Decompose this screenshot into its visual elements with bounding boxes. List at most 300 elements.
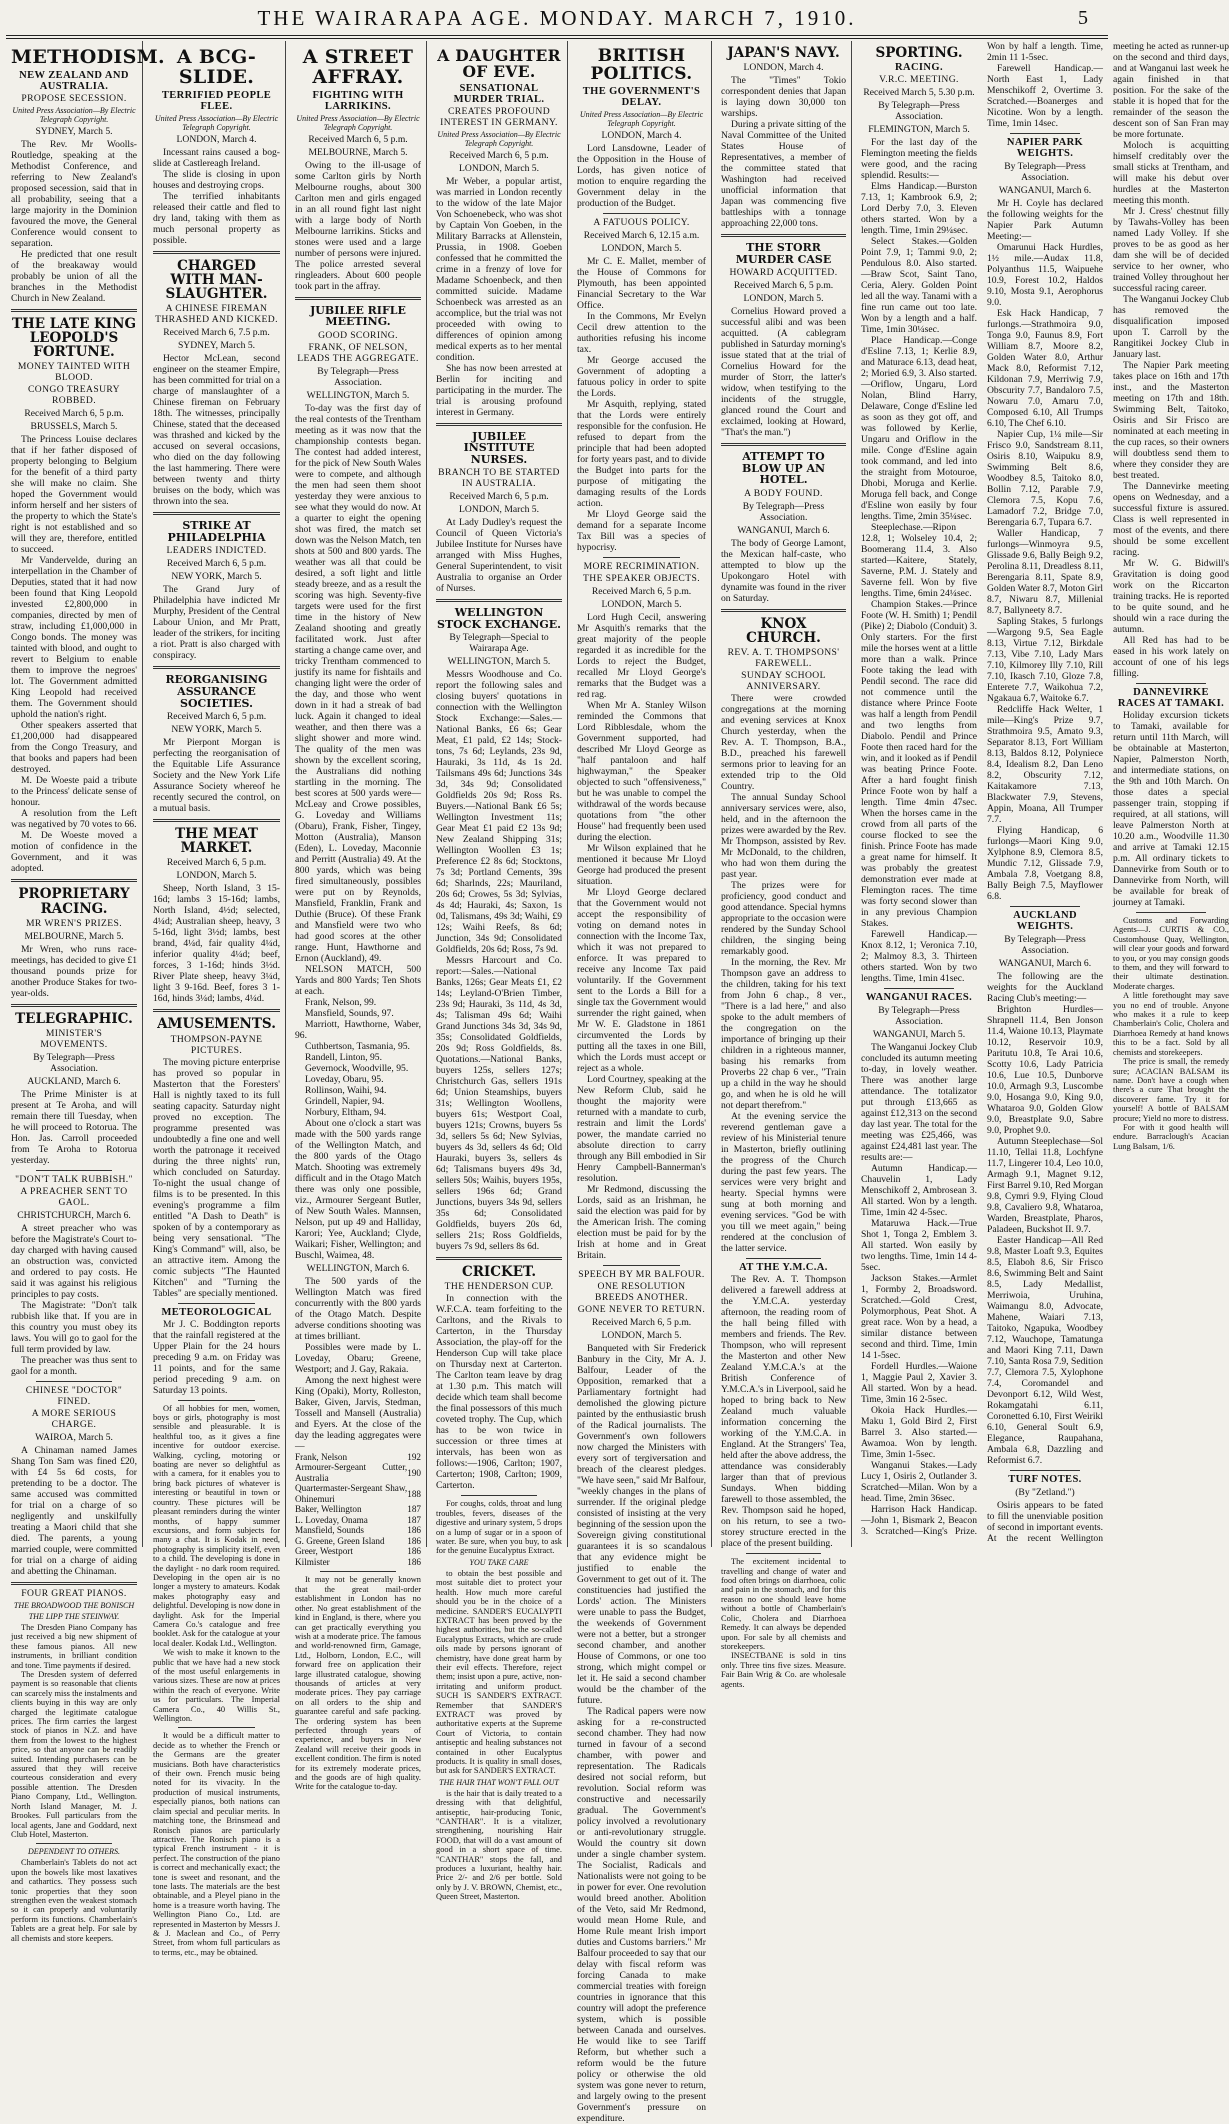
paragraph: In connection with the W.F.C.A. team forfeiting to the Carltons, and the Rivals to Carterton, in the Thursday Association, the play-off for the Henderson Cup will take place on Thursday next at Carterton. The Carlton team leave by drag at 1.30 p.m. This match will decide which team shall become the final possessors of this much coveted trophy. The Cup, which has to be won twice in succession or three times at intervals, has been won as follows:—1906, Carlton; 1907, Carterton; 1908, Carlton; 1909, Carterton. bbox=[436, 1293, 562, 1492]
byline: By Telegraph—Press Association. bbox=[33, 1051, 115, 1074]
paragraph: The Rev. Mr Woolls-Routledge, speaking at the Methodist Conference, and referring to New Zealand's proposed secession, said that in all probability, seeing that a large majority in the Dominion favoured the move, the General Conference would consent to separation. bbox=[11, 138, 137, 249]
dateline: WELLINGTON, March 5. bbox=[306, 389, 410, 401]
article-rifle-meeting bbox=[295, 305, 421, 1792]
paragraph: When Mr A. Stanley Wilson reminded the Commons that Lord Ribblesdale, whom the Government supported, had described Mr Lloyd George as "half pantaloon and half highwayman," the Speaker objected to such "offensiveness," but he was unable to compel the withdrawal of the words because quotations from "the other House" had frequently been used during the election. bbox=[577, 699, 706, 843]
paragraph: Mataruwa Hack.—True Shot 1, Tonga 2, Emblem 3. All started. Won easily by two lengths. Time, 1min 14 4-5sec. bbox=[861, 1218, 977, 1274]
dateline: LONDON, March 5. bbox=[601, 242, 682, 254]
score-row bbox=[295, 1546, 421, 1557]
divider bbox=[36, 1381, 112, 1382]
subheading: TURF NOTES. bbox=[1008, 1474, 1082, 1485]
score-row bbox=[295, 1504, 421, 1515]
subheading: BRANCH TO BE STARTED IN AUSTRALIA. bbox=[438, 467, 560, 490]
article-bog-slide bbox=[153, 48, 280, 246]
paragraph: NELSON MATCH, 500 Yards and 800 Yards; Ten Shots at each. bbox=[295, 963, 421, 997]
advert-text: It may not be generally known that the great mail-order establishment in London has no other. No great establishment of the kind in England, is there, where you can get practically everything you wish at a moderate price. The famous and world-renowned firm, Gamage, Ltd., Holborn, London, E.C., will forward free on application their large illustrated catalogue, showing thousands of articles at very moderate prices. They pay carriage on all orders to the ship and guarantee careful and safe packing. The ordering system has been perfected through years of experience, and buyers in New Zealand will receive their goods in excellent condition. The firm is noted for its extremely moderate prices, and the goods are of high quality. Write for the catalogue to-day. bbox=[295, 1575, 421, 1792]
paragraph: Omarunui Hack Hurdles, 1½ mile.—Audax 11.8, Polyanthus 11.5, Waipuehe 10.9, Forest 10.2, Haldos 9.10, Mosta 9.1, Aerophorus 9.0. bbox=[987, 242, 1103, 308]
headline: JUBILEE RIFLE MEETING. bbox=[310, 303, 406, 329]
headline: JAPAN'S NAVY. bbox=[727, 45, 840, 61]
score-value: 192 bbox=[407, 1451, 421, 1462]
paragraph: Marriott, Hawthorne, Waber, 96. bbox=[295, 1018, 421, 1041]
received-line: Received March 6, 12.15 a.m. bbox=[583, 229, 700, 241]
wire-credit: United Press Association—By Electric Telegraph Copyright. bbox=[579, 109, 704, 128]
column-divider bbox=[426, 41, 427, 1547]
headline: JUBILEE INSTITUTE NURSES. bbox=[463, 429, 535, 466]
score-name: Armourer-Sergeant Cutter, Australia bbox=[295, 1462, 408, 1483]
dateline: WANGANUI, March 5. bbox=[872, 1029, 966, 1041]
headline: A BCG-SLIDE. bbox=[176, 46, 257, 88]
column-6 bbox=[856, 41, 1229, 1547]
dateline: LONDON, March 4. bbox=[743, 62, 824, 74]
paragraph: The following are the weights for the Auckland Racing Club's meeting:— bbox=[987, 971, 1103, 1004]
wire-credit: United Press Association—By Electric Telegraph Copyright. bbox=[296, 113, 420, 132]
score-value: 186 bbox=[407, 1546, 421, 1557]
column-divider bbox=[711, 41, 712, 1547]
subheading: REV. A. T. THOMPSONS' FAREWELL. bbox=[727, 647, 840, 670]
paragraph: The Rev. A. T. Thompson delivered a farewell address at the Y.M.C.A. yesterday afternoon, the reading room of the hall being filled with members and friends. The Rev. Thompson, who will represent the Masterton and other New Zealand Y.M.C.A.'s at the British Conference of Y.M.C.A.'s in Liverpool, said he hoped to bring back to New Zealand much valuable information concerning the working of the Y.M.C.A. in England. At the Strangers' Tea, held after the above address, the attendance was considerably larger than that of previous Sundays. When bidding farewell to those assembled, the Rev. Thompson said he hoped, on his return, to see a two-storey structure erected in the place of the present building. bbox=[721, 1274, 846, 1550]
paragraph: Rollinson, Waihi, 94. bbox=[305, 1084, 387, 1096]
subheading: FIGHTING WITH LARRIKINS. bbox=[312, 89, 404, 112]
article-nurses bbox=[436, 431, 562, 595]
paragraph: Lord Hugh Cecil, answering Mr Asquith's remarks that the great majority of the people regarded it as incredible for the Lords to reject the Budget, recalled Mr Lloyd George's remarks that the Budget was a red rag. bbox=[577, 611, 706, 700]
advert-text: The Dresden system of deferred payment is so reasonable that clients can scarcely miss the instalments and clients buying in this way are only charged the legitimate catalogue prices. The firm carries the largest stock of pianos in N.Z. and have them from the lowest to the highest price, so that anyone can be readily suited. Intending purchasers can be assured that they will receive courteous consideration and every possible attention. The Dresden Piano Company, Ltd., Wellington. North Island Manager, M. J. Brookes. Full particulars from the local agents, Jane and Goddard, next Club Hotel, Masterton. bbox=[11, 1670, 137, 1839]
paragraph: Among the next highest were King (Opaki), Morty, Rolleston, Baker, Given, Jarvis, Stedman, Tossell and Mansell (Australia) and Eyers. At the close of the day the leading aggregates were— bbox=[295, 1374, 421, 1452]
paragraph: In the morning, the Rev. Mr Thompson gave an address to the children, taking for his text from John 6 chap., 8 ver., "There is a lad here," and also spoke to the adult members of the congregation on the importance of bringing up their children in a righteous manner, basing his remarks from Proverbs 22 chap 6 ver., "Train up a child in the way he should go, and when he is old he will not depart therefrom." bbox=[721, 957, 846, 1112]
paragraph: Mr Lloyd George said the demand for a separate Income Tax Bill was a species of hypocrisy. bbox=[577, 508, 706, 553]
received-line: Received March 6, 5 p.m. bbox=[308, 133, 408, 145]
advert-heading: THE HAIR THAT WON'T FALL OUT bbox=[439, 1777, 559, 1787]
received-line: Received March 6, 5 p.m. bbox=[449, 491, 549, 503]
article-methodism bbox=[11, 46, 165, 304]
article-racing bbox=[11, 887, 137, 998]
advert-heading: DEPENDENT TO OTHERS. bbox=[28, 1847, 120, 1857]
article-ymca bbox=[721, 1262, 846, 1689]
subheading: TERRIFIED PEOPLE FLEE. bbox=[161, 89, 272, 112]
dateline: AUCKLAND, March 6. bbox=[27, 1075, 121, 1087]
headline: SPORTING. bbox=[875, 45, 963, 61]
paragraph: Incessant rains caused a bog-slide at Castlereagh Ireland. bbox=[153, 146, 280, 169]
subheading: RACING. bbox=[894, 62, 943, 74]
section-rule bbox=[153, 251, 280, 254]
article-doctor bbox=[11, 1385, 137, 1577]
advert-text: The excitement incidental to travelling and change of water and food often brings on diarrhoea, colic and pain in the stomach, and for this reason no one should leave home without a bottle of Chamberlain's Colic, Cholera and Diarrhoea Remedy. It can always be depended upon. For sale by all chemists and storekeepers. bbox=[721, 1557, 846, 1651]
headline: A DAUGHTER OF EVE. bbox=[437, 46, 561, 82]
paragraph: Other speakers asserted that £1,200,000 had disappeared from the Congo Treasury, and that books and papers had been destroyed. bbox=[11, 720, 137, 776]
advert-text: It would be a difficult matter to decide as to whether the French or the Germans are the greater musicians. Both have characteristics of their own. French music being noted for its vivacity. In the production of musical instruments, especially pianos, both nations can claim special and peculiar merits. In matching tone, the Brinsmead and Ronisch pianos are particularly attractive. The Ronisch piano is a typical French instrument - it is perfect. The construction of the piano is correct and mechanically exact; the tone is sweet and resonant, and the tone lasts. The materials are the best obtainable, and a Pleyel piano in the home is a treasure worth having. The Wellington Piano Co., Ltd. are represented in Masterton by Messrs J. & J. Maclean and Co., of Perry Street, from whom full particulars as to terms, etc., may be obtained. bbox=[153, 1731, 280, 1957]
paragraph: The moving picture enterprise has proved so popular in Masterton that the Foresters' Hall is nightly taxed to its full seating capacity. Saturday night proved no exception. The programme presented was undoubtedly a fine one and well worth the patronage it received during the three nights' run, which concluded on Saturday. To-night the usual change of films is to be presented. In this evening's programme a film entitled "A Dash to Death" is spoken of by a contemporary as being very sensational. "The King's Command" will, also, be an attractive item. Among the comic subjects "The Haunted Kitchen" and "Turning the Tables" are specially mentioned. bbox=[153, 1056, 280, 1299]
subheading: NEW ZEALAND AND AUSTRALIA. bbox=[19, 69, 129, 92]
headline: CRICKET. bbox=[461, 1264, 537, 1281]
subheading: THOMPSON-PAYNE PICTURES. bbox=[170, 1033, 263, 1056]
article-meat-market bbox=[153, 827, 280, 1004]
paragraph: The Napier Park meeting takes place on 16th and 17th inst., and the Masterton meeting on 17th and 18th. Swimming Belt, Taitoko, Osiris and Sir Frisco are nominated at each meeting in the cup races, so their owners will doubtless send them to where they consider they are best treated. bbox=[1113, 360, 1229, 481]
paragraph: Possibles were made by L. Loveday, Obaru; Greene, Westport; and J. Gay, Rakaia. bbox=[295, 1341, 421, 1375]
paragraph: The body of George Lamont, the Mexican half-caste, who attempted to blow up the Upokongaro Hotel with dynamite was found in the river on Saturday. bbox=[721, 537, 846, 604]
article-daughter-of-eve bbox=[436, 48, 562, 418]
paragraph: Esk Hack Handicap, 7 furlongs.—Strathmoira 9.0, Tonga 9.0, Faunus 8.9, Fort William 8.7, Moore 8.2, Golden Water 8.0, Arthur Mack 8.0, Reformist 7.12, Kildonan 7.9, Merriwig 7.9, Obscurity 7.7, Bandaloro 7.5, Nowaru 7.0, Amaru 7.0, Composed 6.10, All Trumps 6.10, The Chef 6.10. bbox=[987, 308, 1103, 429]
dateline: FLEMINGTON, March 5. bbox=[868, 124, 970, 136]
subheading: THE HENDERSON CUP. bbox=[444, 1281, 554, 1293]
paragraph: Harrison Hack Handicap.—John 1, Bismark 2, Beacon 3. Scratched—King's Prize. Won by half a length. Time, 2min 11 1-5sec. bbox=[861, 41, 1103, 1538]
headline: WELLINGTON STOCK EXCHANGE. bbox=[437, 606, 561, 631]
advert-text: to obtain the best possible and most suitable diet to protect your health. How much more careful should you be in the choice of a medicine. SANDER'S EUCALYPTI EXTRACT has been proved by the highest authorities, but the so-called Eucalyptus Extracts, which are crude oils made by persons ignorant of chemistry, have done great harm by their evil effects. Therefore, reject them; insist upon a pure, active, non-irritating and uniform product. SUCH IS SANDER'S EXTRACT. Remember that SANDER'S EXTRACT was proved by authoritative experts at the Supreme Court of Victoria, to contain antiseptic and healing substances not contained in other Eucalyptus products. It is quality in small doses, but ask for SANDER'S EXTRACT. bbox=[436, 1568, 562, 1776]
headline: ATTEMPT TO BLOW UP AN HOTEL. bbox=[741, 450, 826, 487]
score-row bbox=[295, 1525, 421, 1536]
score-value: 187 bbox=[407, 1514, 421, 1525]
byline: By Telegraph—Special to Wairarapa Age. bbox=[449, 632, 549, 655]
received-line: Received March 6, 5 p.m. bbox=[591, 1316, 692, 1328]
paragraph: The "Times" Tokio correspondent denies that Japan is laying down 30,000 ton warships. bbox=[721, 75, 846, 120]
headline: KNOX CHURCH. bbox=[746, 615, 821, 647]
column-4 bbox=[431, 41, 567, 1902]
paragraph: M. De Woeste paid a tribute to the Princess' delicate sense of honour. bbox=[11, 775, 137, 809]
paragraph: Steeplechase.—Ripon 12.8, 1; Wolseley 10.4, 2; Boomerang 11.4, 3. Also started—Kaitere, Stately, Saverne, P.M. J. Stately and Saverne fell. Won by five lengths. Time, 6min 24¼sec. bbox=[861, 522, 977, 600]
score-name: Mansfield, Sounds bbox=[295, 1525, 364, 1536]
paragraph: Sapling Stakes, 5 furlongs—Wargong 9.5, Sea Eagle 8.13, Virtue 7.12, Birkdale 7.13, Vibe 7.10, Lady Mars 7.10, Kilmorey Illy 7.10, Rill 7.10, Ikasch 7.10, Gloze 7.8, Enterete 7.7, Waikohua 7.2, Ngakaua 6.7, Waitoke 6.7. bbox=[987, 616, 1103, 704]
score-value: 190 bbox=[407, 1467, 421, 1478]
article-meteorological bbox=[153, 1307, 280, 1958]
divider bbox=[746, 1258, 821, 1259]
byline: By Telegraph—Press Association. bbox=[1004, 934, 1086, 956]
headline: CHARGED WITH MAN-SLAUGHTER. bbox=[165, 257, 268, 303]
section-rule bbox=[436, 599, 562, 602]
received-line: Received March 6, 5 p.m. bbox=[591, 585, 692, 597]
paragraph: He predicted that one result of the breakaway would probably be union of all the branches in the Methodist Church in New Zealand. bbox=[11, 248, 137, 304]
divider bbox=[603, 213, 680, 214]
divider bbox=[884, 988, 954, 989]
byline: By Telegraph—Press Association. bbox=[317, 365, 399, 388]
paragraph: The 500 yards of the Wellington Match was fired concurrently with the 800 yards of the Otago Match. Despite adverse conditions shooting was at times brilliant. bbox=[295, 1275, 421, 1342]
article-leopold bbox=[11, 317, 137, 875]
article-hotel bbox=[721, 451, 846, 604]
paragraph: In the Commons, Mr Evelyn Cecil drew attention to the authorities refusing his income tax. bbox=[577, 310, 706, 355]
divider bbox=[1136, 912, 1206, 913]
dateline: LONDON, March 4. bbox=[176, 133, 257, 145]
paragraph: Mr W. G. Bidwill's Gravitation is doing good work on the Riccarton training tracks. He is reported to be quite sound, and he should win a race during the autumn. bbox=[1113, 558, 1229, 635]
advert-names: THE BROADWOOD THE BONISCH bbox=[13, 1600, 135, 1610]
paragraph: Gevernock, Woodville, 95. bbox=[305, 1062, 409, 1074]
subheading: A PREACHER SENT TO GAOL. bbox=[20, 1185, 128, 1208]
advert-text: is the hair that is daily treated to a dressing with that delightful, antiseptic, hair-producing Tonic, "CANTHAR". It is a vitalizer, strengthening, nourishing Hair FOOD, that will do a vast amount of good in a short space of time. "CANTHAR" stops the fall, and produces a luxuriant, healthy hair. Price 2/- and 2/6 per bottle. Sold only by J. V. BROWN, Chemist, etc., Queen Street, Masterton. bbox=[436, 1788, 562, 1902]
score-name: Frank, Nelson bbox=[295, 1451, 348, 1462]
paragraph: Moloch is acquitting himself creditably over the small sticks at Trentham, and will make his debut over hurdles at the Masterton meeting this month. bbox=[1113, 140, 1229, 206]
article-auckland-weights bbox=[987, 910, 1103, 1466]
article-napier-weights bbox=[987, 137, 1103, 902]
advert-text: The Dresden Piano Company has just received a big new shipment of these famous pianos. All new instruments, in brilliant condition and tone. Time payments if desired. bbox=[11, 1622, 137, 1670]
score-row bbox=[295, 1536, 421, 1547]
paragraph: Mr Wren, who runs race-meetings, has decided to give £1 thousand pounds prize for another Produce Stakes for two-year-olds. bbox=[11, 943, 137, 999]
paragraph: The slide is closing in upon houses and destroying crops. bbox=[153, 168, 280, 191]
subheading: MORE RECRIMINATION. bbox=[583, 560, 700, 572]
paragraph: The Radical papers were now asking for a re-constructed second chamber. They had now turned in favour of a second chamber, with power and representation. The Radicals desired not social reform, but revolution. Social reform was constructive and necessarily gradual. The Government's policy involved a revolutionary or anti-revolutionary struggle. Would the country sit down under a single chamber system. The Socialist, Radicals and Nationalists were not going to be in power for ever. One revolution would breed another. Abolition of the Veto, said Mr Redmond, would mean Home Rule, and Home Rule meant Irish import duties and Customs barriers." Mr Balfour proceeded to say that our delay with fiscal reform was forcing Canada to make commercial treaties with foreign countries in ignorance that this country will adopt the preference system, which is possible between Canada and ourselves. He would like to see Tariff Reform, but whether such a reform would be the future policy or otherwise the old system was gone never to return, and largely owing to the present Government's pressure on expenditure. bbox=[577, 1705, 706, 2124]
subheading: V.R.C. MEETING. bbox=[879, 74, 959, 86]
article-japan-navy bbox=[721, 46, 846, 229]
paragraph: The Wanganui Jockey Club concluded its autumn meeting to-day, in lovely weather. There was another large attendance. The totalizator put through £13,665 as against £12,313 on the second day last year. The total for the meeting was £25,466, was against £24,481 last year. The results are:— bbox=[861, 1042, 977, 1164]
received-line: Received March 6, 5 p.m. bbox=[733, 280, 834, 292]
score-value: 188 bbox=[407, 1488, 421, 1499]
subheading: "DON'T TALK RUBBISH." bbox=[15, 1173, 133, 1185]
dateline: WANGANUI, March 6. bbox=[998, 958, 1092, 969]
paragraph: Select Stakes.—Golden Point 7.9, 1; Tammi 9.0, 2; Pendulous 8.0. Also started.—Braw Scot, Saint Tano, Ceria, Alery. Golden Point led all the way. Tanami with a fine run came out too late. Won by a length and a half. Time, 1min 30¼sec. bbox=[861, 236, 977, 336]
section-rule bbox=[721, 234, 846, 237]
dateline: BRUSSELS, March 5. bbox=[30, 421, 118, 433]
subheading: THE GOVERNMENT'S DELAY. bbox=[582, 85, 701, 108]
paragraph: The Prime Minister is at present at Te Aroha, and will remain there till Tuesday, when he will proceed to Rotorua. The Hon. Jas. Carroll proceeded from Te Aroha to Rotorua yesterday. bbox=[11, 1088, 137, 1166]
article-cricket bbox=[436, 1265, 562, 1901]
column-1 bbox=[6, 41, 165, 1943]
article-strike bbox=[153, 520, 280, 661]
score-value: 187 bbox=[407, 1504, 421, 1515]
aggregate-scores-table bbox=[295, 1452, 421, 1568]
paragraph: Mr Lloyd George declared that the Government would not accept the responsibility of voting on demand notes in connection with the Income Tax, which it was not prepared to enforce. It was prepared to receive any Income Tax paid voluntarily. If the Government sent to the Lords a Bill for a single tax the Government would surrender the right gained, when Mr W. E. Gladstone in 1861 circumvented the Lords by putting all the taxes in one Bill, which the Lords must accept or reject as a whole. bbox=[577, 886, 706, 1074]
divider bbox=[1136, 683, 1206, 684]
paragraph: Randell, Linton, 95. bbox=[305, 1051, 383, 1063]
section-rule bbox=[11, 1004, 137, 1007]
received-line: Received March 6, 5 p.m. bbox=[166, 711, 267, 723]
paragraph: M. De Woeste moved a motion of confidence in the Government, and it was adopted. bbox=[11, 830, 137, 875]
paragraph: Farewell Handicap.—North East 1, Lady Menschikoff 2, Overtime 3. Scratched.—Boanerges and Nicotine. Won by a length. Time, 1min 14sec. bbox=[987, 63, 1103, 129]
paragraph: Mr Redmond, discussing the Lords, said as an Irishman, he said the election was paid for by the American Irish. The coming election must be paid for by the Irish at home and in Great Britain. bbox=[577, 1183, 706, 1261]
advert-text: INSECTBANE is sold in tins only. Three tins five sizes. Measure. Fair Bain Wrig & Co. are wholesale agents. bbox=[721, 1651, 846, 1689]
subheading: MR WREN'S PRIZES. bbox=[25, 917, 123, 929]
paragraph: Mansfield, Sounds, 97. bbox=[305, 1007, 394, 1019]
byline: By Telegraph—Press Association. bbox=[742, 500, 825, 523]
paragraph: Grindell, Napier, 94. bbox=[305, 1095, 385, 1107]
advert-text: For with it good health will endure. Barraclough's Acacian Lung Balsam, 1/6. bbox=[1113, 1122, 1229, 1151]
paragraph: Autumn Handicap.—Chauvelin 1, Lady Menschikoff 2, Ambrosean 3. All started. Won by a length. Time, 1min 42 4-5sec. bbox=[861, 1163, 977, 1219]
dateline: WANGANUI, March 6. bbox=[998, 185, 1092, 196]
headline: TELEGRAPHIC. bbox=[15, 1010, 133, 1027]
received-line: Received March 6, 5 p.m. bbox=[24, 408, 124, 420]
dateline: WELLINGTON, March 6. bbox=[306, 1262, 410, 1274]
paragraph: Redcliffe Hack Welter, 1 mile—King's Prize 9.7, Strathmoira 9.5, Amato 9.3, Separator 8.13, Fort William 8.13, Baldos 8.12, Polyniece 8.4, Idealism 8.2, Dan Leno 8.2, Obscurity 7.12, Kaitakamore 7.13, Blackwater 7.9, Stevens, Appin, Moana, All Trumper 7.7. bbox=[987, 704, 1103, 825]
advert-pianos bbox=[11, 1588, 137, 1943]
paragraph: Mr Pierpont Morgan is perfecting the reorganisation of the Equitable Life Assurance Society and the New York Life Assurance Society whereof he recently secured the control, on a mutual basis. bbox=[153, 737, 280, 815]
paragraph: The Grand Jury of Philadelphia have indicted Mr Murphy, President of the Central Labour Union, and Mr Pratt, leader of the strikers, for inciting a riot. Pratt is also charged with conspiracy. bbox=[153, 584, 280, 662]
paragraph: Easter Handicap—All Red 9.8, Master Loaft 9.3, Equites 8.5, Elaboh 8.6, Sir Frisco 8.6, Swimming Belt and Saint 8.5, Lady Medallist, Merriwoia, Uruhina, Waimangu 8.0, Advocate, Mahene, Waiari 7.13, Taitoko, Ngapuka, Woodbey 7.12, Wauchope, Tamatunga and Maori King 7.11, Dawn 7.10, Santa Rosa 7.9, Sedition 7.7, Clemora 7.5, Xylophone 7.4, Coromandel and Devonport 6.12, Wild West, Rokamgatahi 6.11, Coronetted 6.10, First Weirikl 6.10, General Soult 6.9, Elegance, Raupahana, Ambala 6.8, Dazzling and Reformist 6.7. bbox=[987, 1235, 1103, 1466]
dateline: SYDNEY, March 5. bbox=[35, 125, 113, 137]
paragraph: A street preacher who was before the Magistrate's Court to-day charged with having caused an obstruction was, convicted and ordered to pay costs. He said it was against his religious principles to pay costs. bbox=[11, 1222, 137, 1300]
paragraph: Norbury, Eltham, 94. bbox=[305, 1106, 387, 1118]
subheading: FRANK, OF NELSON, LEADS THE AGGREGATE. bbox=[297, 341, 419, 364]
advert-heading: FOUR GREAT PIANOS. bbox=[21, 1587, 127, 1599]
dateline: LONDON, March 4. bbox=[601, 129, 682, 141]
section-rule bbox=[153, 666, 280, 669]
paragraph: At the evening service the reverend gentleman gave a review of his Ministerial tenure in Masterton, briefly outlining the progress of the Church during the past few years. The services were very bright and hearty. Special hymns were sung at both morning and evening services. "God be with you till we meet again," being rendered at the conclusion of the latter service. bbox=[721, 1111, 846, 1255]
paragraph: Okoia Hack Hurdles.—Maku 1, Gold Bird 2, First Barrel 3. Also started.—Awamoa. Won by length. Time, 3min 1-5sec. bbox=[861, 1405, 977, 1461]
subheading: CONGO TREASURY ROBBED. bbox=[27, 384, 121, 407]
subheading: A MORE SERIOUS CHARGE. bbox=[31, 1407, 117, 1430]
divider bbox=[603, 557, 680, 558]
advert-text: Customs and Forwarding Agents—J. CURTIS & CO., Customhouse Quay, Wellington, will clear your goods and forward to you, or you may consign goods to them, and they will forward to their ultimate destination. Moderate charges. bbox=[1113, 916, 1229, 991]
dateline: LONDON, March 5. bbox=[459, 162, 539, 174]
paragraph: The Magistrate: "Don't talk rubbish like that. If you are in this country you must obey its laws. You will go to gaol for the full term provided by law. bbox=[11, 1299, 137, 1355]
paragraph: The terrified inhabitants released their cattle and fled to dry land, taking with them as much personal property as possible. bbox=[153, 190, 280, 246]
subheading: DANNEVIRKE RACES AT TAMAKI. bbox=[1117, 687, 1225, 709]
headline: A STREET AFFRAY. bbox=[302, 46, 414, 88]
paragraph: She has now been arrested at Berlin for inciting and participating in the murder. The trial is arousing profound interest in Germany. bbox=[436, 362, 562, 418]
paragraph: Messrs Woodhouse and Co. report the following sales and closing buyers' quotations in connection with the Wellington Stock Exchange:—Sales.—National Banks, £6 6s; Gear Meat, £1 pald, £2 14s; Stock-tons, 7s 6d; Leylands, 23s 9d, Hauraki, 3s 11d, 4s 1s 2d. Tailsmans 49s 6d; Junctions 34s 3d, 34s 9d; Consolidated Goldfields 20s 9d; Ross Rs. Buyers.—National Bank £6 5s; Wellington Investment 11s; Gear Meat £1 paid £2 13s 9d; New Zealand Shipping 31s; Wellington Woollen £3 1s; Preference £2 8s 6d; Stocktons, 7s 3d; Portland Cements, 39s 6d; Sharlnds, 22s; Mauriland, 20s 6d; Crowes, 5s 3d; Sylvias, 4s 4d; Hauraki, 4s; Saxon, 1s 0d, Talismans, 49s 3d; Waihi, £9 12s; Waihi Reefs, 8s 6d; Junction, 34s 9d; Consolidated Goldfields, 20s 6d; Ross, 7s 9d. bbox=[436, 669, 562, 956]
paragraph: Mr J. C. Boddington reports that the rainfall registered at the Upper Plain for the 24 hours preceding 9 a.m. on Friday was 11 points, and for the same period preceding 9 a.m. on Saturday 13 points. bbox=[153, 1318, 280, 1396]
dateline: SYDNEY, March 5. bbox=[177, 340, 256, 352]
column-divider bbox=[285, 41, 286, 1547]
subheading: SENSATIONAL MURDER TRIAL. bbox=[453, 82, 545, 105]
section-rule bbox=[153, 1009, 280, 1012]
article-street-affray bbox=[295, 48, 421, 292]
paragraph: Owing to the ill-usage of some Carlton girls by North Melbourne roughs, about 300 Carlton men and girls engaged in an all round fight last night with a large body of North Melbourne larrikins. Sticks and stones were used and a large number of persons were injured. The police arrested several ringleaders. About 600 people took part in the affray. bbox=[295, 159, 421, 292]
paragraph: Mr C. E. Mallet, member of the House of Commons for Plymouth, has been appointed Financial Secretary to the War Office. bbox=[577, 255, 706, 311]
subheading: MONEY TAINTED WITH BLOOD. bbox=[17, 361, 131, 384]
headline: REORGANISING ASSURANCE SOCIETIES. bbox=[165, 673, 268, 710]
headline: METHODISM. bbox=[11, 46, 165, 68]
paragraph: Brighton Hurdles—Shrapnell 11.4, Ben Jonson 11.4, Waione 10.13, Playmate 10.12, Reservoir 10.9, Paritutu 10.8, Te Arai 10.6, Scotty 10.6, Lady Patricia 10.6, Lue 10.5, Dunborve 10.0, Armagh 9.3, Luscombe 9.0, Hosanga 9.0, King 9.0, Whataroa 9.0, Golden Glow 9.0, Breastplate 9.0, Sabre 9.0, Prophet 9.0. bbox=[987, 1004, 1103, 1136]
subheading: CREATES PROFOUND INTEREST IN GERMANY. bbox=[440, 105, 558, 128]
paragraph: Jackson Stakes.—Armlet 1, Formby 2, Broadsword. Scratched.—Gold Crest, Polymorphous, Peat Shot. A great race. Won by a head, a similar distance between second and third. Time, 1min 14 1-5sec. bbox=[861, 1273, 977, 1362]
advert-text: Chamberlain's Tablets do not act upon the bowels like most laxatives and cathartics. They possess such tonic properties that they soon strengthen even the weakest stomach so it can properly and voluntarily perform its functions. Chamberlain's Tablets are a great help. For sale by all chemists and store keepers. bbox=[11, 1858, 137, 1943]
score-row bbox=[295, 1515, 421, 1526]
subheading: SUNDAY SCHOOL ANNIVERSARY. bbox=[741, 670, 826, 693]
score-row bbox=[295, 1452, 421, 1463]
headline: STRIKE AT PHILADELPHIA bbox=[167, 519, 266, 544]
received-line: Received March 6, 5 p.m. bbox=[449, 149, 549, 161]
article-rubbish bbox=[11, 1174, 137, 1377]
headline: THE STORR MURDER CASE bbox=[735, 241, 832, 266]
masthead-rule bbox=[6, 35, 1108, 36]
advert-text: Of all hobbies for men, women, boys or girls, photography is most sensible and pleasurable. It is healthful too, as it gives a fine incentive for outdoor exercise. Walking, cycling, motoring or boating are never so delightful as with a camera, for it enables you to bring back pictures of whatever is interesting or beautiful in town or country. These pictures will be pleasant reminders during the winter months, of happy summer excursions, and form subjects for many a chat. It is Kodak in need, photography is simplicity itself, even to a child. The developing is done in the daylight - no dark room required. Developing in the open air is no longer a mystery to amateurs. Kodak makes photography easy and delightful. Developing is now done in daylight. Ask for the Imperial Camera Co.'s catalogue and free booklet. Ask for the catalogue at your local dealer. Kodak Ltd., Wellington. bbox=[153, 1403, 281, 1648]
paragraph: Cornelius Howard proved a successful alibi and was been acquitted. (A cablegram published in Saturday morning's issue stated that at the trial of Cornelius Howard for the murder of Storr, the latter's widow, when testifying to the incidents of the struggle, glanced round the Court and exclaimed, looking at Howard, "That's the man.") bbox=[721, 306, 846, 439]
advert-names: THE LIPP THE STEINWAY. bbox=[28, 1611, 120, 1621]
paragraph: Autumn Steeplechase—Sol 11.10, Tellai 11.8, Lochfyne 11.7, Lingerer 10.4, Leo 10.0, Armagh 9.1, Magnet 9.12, First Barrel 9.10, Red Morgan 9.8, Cymri 9.9, Flying Cloud 9.8, Cavaliero 9.8, Whataroa, Warden, Breastplate, Pharos, Paladeen, Buckshot II. 9.7. bbox=[987, 1136, 1104, 1235]
paragraph: The Wanganui Jockey Club has removed the disqualification imposed upon T. Carroll by the Rangitikei Jockey Club in January last. bbox=[1113, 294, 1229, 360]
paragraph: To-day was the first day of the real contests of the Trentham meeting as it was now that the championship contests began. The contest had added interest, for the pick of New South Wales were to compete, and although the men had seen them shoot yesterday they were anxious to see what they would do now. At a quarter to eight the opening shot was fired, the match set down was the Nelson Match, ten shots at 500 and 800 yards. The weather was all that could be desired, a soft light and little steady breeze, and as a result the scoring was high. Seventy-five targets were used for the first time in the history of New Zealand shooting and greatly facilitated work. Just after starting a change came over, and tricky Trentham commenced to justify its name for fishtails and changing light were the order of the day, and those who went down in it had a streak of bad luck. Again it changed to ideal weather, and then there was a slight shower and more wind. The quality of the men was shown by the excellent scoring, the Australians did nothing startling in the morning. The best scores at 500 yards were—McLeay and Crowe possibles, G. Loveday and Williams (Obaru), Frank, Fisher, Tingey, Motton (Australia), Manson (Eden), L. Loveday, Maconnie and Perritt (Australia) 49. At the 800 yards, which was being fired simultaneously, possibles were put on by Reynolds, Mansfield, Franklin, Frank and Duthie (Bruce). Of these Frank and Mansfield were two who had good scores at the other range. Hunt, Hawthorne and Ernon (Auckland), 49. bbox=[295, 402, 421, 964]
section-rule bbox=[721, 609, 846, 612]
paragraph: Loveday, Obaru, 95. bbox=[305, 1073, 384, 1085]
paragraph: A Chinaman named James Shang Ton Sam was fined £20, with £4 5s 6d costs, for pretending to be a doctor. The same accused was committed for trial on a charge of so negligently and unskilfully treating a Maori child that she died. The parents, a young married couple, were committed for trial on a charge of aiding and abetting the Chinaman. bbox=[11, 1444, 137, 1577]
subheading: WANGANUI RACES. bbox=[865, 992, 973, 1004]
dateline: LONDON, March 5. bbox=[601, 598, 682, 610]
divider bbox=[36, 1843, 112, 1844]
article-telegraphic bbox=[11, 1012, 137, 1166]
masthead bbox=[0, 0, 1114, 40]
paragraph: The Dannevirke meeting opens on Wednesday, and a successful fixture is assured. Class is well represented in most of the events, and there should be some excellent racing. bbox=[1113, 481, 1229, 558]
paragraph: All Red has had to be eased in his work lately on account of one of his legs filling. bbox=[1113, 635, 1229, 679]
paragraph: Messrs Harcourt and Co. report:—Sales.—National Banks, 126s; Gear Meats £1, £2 14s; Leyland-O'Brien Timber, 23s 9d; Hauraki, 3s 11d, 4s 3d, 4s; Talisman 49s 6d; Waihi Grand Junctions 34s 3d, 34s 9d, 35s; Consolidated Goldfields, 20s 9d; Ross Goldfields, 8s. Quotations.—National Banks, buyers 125s, sellers 127s; Christchurch Gas, sellers 191s 6d; Union Steamships, buyers 31s; Wellington Woollens, buyers 61s; Westport Coal, buyers 121s; Crowns, buyers 5s 3d, sellers 5s 6d; New Sylvias, buyers 4s 3d, sellers 4s 6d; Old Hauraki, buyers 3s, sellers 4s 6d; Talismans buyers 49s 3d, sellers 50s; Waihis, buyers 195s, sellers 196s 6d; Grand Junctions, buyers 34s 9d, sellers 35s 6d; Consolidated Goldfields, buyers 20s 6d, sellers 21s; Ross Goldfields, buyers 7s 9d, sellers 8s 6d. bbox=[436, 955, 562, 1253]
section-rule bbox=[11, 879, 137, 882]
advert-text: The price is small, the remedy sure; ACACIAN BALSAM its name. Don't have a cough when there's a cure That brought the discoverer fame. Try it for yourself! A bottle of BALSAM procure; Yield no more to distress. bbox=[1113, 1057, 1229, 1123]
dateline: WANGANUI, March 6. bbox=[737, 524, 830, 536]
score-name: Kilmister bbox=[295, 1556, 330, 1567]
paragraph: Mr Asquith, replying, stated that the Lords were entirely responsible for the confusion. He refused to depart from the principle that had been adopted for forty years past, and to divide the Budget into parts for the purpose of mitigating the damaging results of the Lords action. bbox=[577, 398, 706, 509]
paragraph: A resolution from the Left was negatived by 70 votes to 66. bbox=[11, 808, 137, 831]
advert-heading: YOU TAKE CARE bbox=[469, 1557, 529, 1567]
article-sporting bbox=[861, 46, 977, 984]
score-row bbox=[295, 1557, 421, 1568]
headline: BRITISH POLITICS. bbox=[590, 46, 693, 84]
subheading: HOWARD ACQUITTED. bbox=[729, 267, 838, 279]
column-2 bbox=[148, 41, 285, 1957]
score-value: 186 bbox=[407, 1525, 421, 1536]
article-knox-church bbox=[721, 617, 846, 1254]
score-row bbox=[295, 1483, 421, 1504]
paragraph: At Lady Dudley's request the Council of Queen Victoria's Jubilee Institute for Nurses have arranged with Miss Hughes, General Superintendent, to visit Australia to organise an Order of Nurses. bbox=[436, 517, 562, 595]
divider bbox=[1010, 906, 1080, 907]
paragraph: Osiris appears to be fated to fill the unenviable position of second in important events. At the recent Wellington meeting he acted as runner-up on the second and third days, and at Wanganui last week he again finished in that position. For the sake of the stable it is hoped that for the remainder of the season the descent son of San Fran may be more fortunate. bbox=[987, 41, 1229, 1544]
section-rule bbox=[153, 819, 280, 822]
advert-text: For coughs, colds, throat and lung troubles, fevers, diseases of the digestive and urinary system, 5 drops on a lump of sugar or in a spoon of water. Be sure, when you buy, to ask for the genuine Eucalyptus Extract. bbox=[436, 1499, 562, 1556]
paragraph: The preacher was thus sent to gaol for a month. bbox=[11, 1354, 137, 1377]
paragraph: Hector McLean, second engineer on the steamer Empire, has been committed for trial on a charge of manslaughter of a Chinese fireman on February 18th. The witnesses, principally Chinese, stated that the deceased was thrashed and kicked by the accused on several occasions, who died on the day following the last hammering. There were between twenty and thirty bruises on the body, which was thrown into the sea. bbox=[153, 353, 280, 508]
newspaper-title: THE WAIRARAPA AGE. MONDAY. MARCH 7, 1910. bbox=[257, 6, 857, 30]
paragraph: Mr H. Coyle has declared the following weights for the Napier Park Autumn Meeting:— bbox=[987, 198, 1103, 242]
subheading: A FATUOUS POLICY. bbox=[593, 216, 690, 228]
paragraph: Mr Weber, a popular artist, was married in London recently to the widow of the late Major Von Schoenebeck, who was shot by Captain Von Goeben, in the Military Barracks at Allenstein, Prussia, in 1908. Goeben confessed that he committed the crime in a frenzy of love for Madame Schoenbeck, and then committed suicide. Madame Schoenbeck was arrested as an accomplice, but the trial was not proceeded with owing to differences of opinion among medical experts as to her mental condition. bbox=[436, 175, 562, 363]
score-name: Baker, Wellington bbox=[295, 1504, 362, 1515]
score-row bbox=[295, 1462, 421, 1483]
subheading: PROPOSE SECESSION. bbox=[21, 92, 127, 104]
divider bbox=[178, 1400, 254, 1401]
article-storr-murder bbox=[721, 242, 846, 438]
divider bbox=[1010, 133, 1080, 134]
paragraph: About one o'clock a start was made with the 500 yards range of the Wellington Match, and the 800 yards of the Otago Match. Shooting was extremely difficult and in the Otago Match there was only one possible, viz., Armourer Sergeant Butler, of New South Wales. Mannsen, Nelson, put up 49 and Halliday, Karori; Yee, Auckland; Clyde, Waikari; Fisher, Wellington; and Buschl, Waimea, 48. bbox=[295, 1117, 421, 1261]
paragraph: Mr Vandervelde, during an interpellation in the Chamber of Deputies, stated that it had now been found that King Leopold invested £2,800,000 in companies, directed by men of straw, including £1,000,000 in Congo bonds. The money was tainted with blood, and ought to revert to Belgium to enable them to improve the negroes' lot. The Government admitted King Leopold had received them. The Government should uphold the nation's right. bbox=[11, 555, 137, 721]
paragraph: During a private sitting of the Naval Committee of the United States House of Representatives, a member of the committee stated that Washington had received unofficial information that Japan was commencing five battleships with a tonnage approaching 22,000 tons. bbox=[721, 119, 846, 230]
column-divider bbox=[851, 41, 852, 1547]
section-rule bbox=[436, 423, 562, 426]
headline: THE MEAT MARKET. bbox=[175, 826, 258, 857]
paragraph: Mr Wilson explained that he mentioned it because Mr Lloyd George had produced the present situation. bbox=[577, 842, 706, 887]
section-rule bbox=[11, 1582, 137, 1585]
dateline: NEW YORK, March 5. bbox=[171, 724, 262, 736]
dateline: LONDON, March 5. bbox=[743, 293, 824, 305]
page-number: 5 bbox=[1078, 7, 1088, 29]
paragraph: Waller Handicap, 7 furlongs—Winmoyra 9.5, Glissade 9.6, Bally Beigh 9.2, Perolina 8.11, Dreadless 8.11, Berengaria 8.11, Spate 8.9, Golden Water 8.7, Moton Girl 8.7, Niwaru 8.7, Millenial 8.7, Ballyneety 8.7. bbox=[987, 528, 1103, 616]
divider bbox=[178, 1727, 254, 1728]
column-3 bbox=[290, 41, 426, 1792]
subheading: METEOROLOGICAL bbox=[161, 1306, 272, 1318]
wire-credit: United Press Association—By Electric Telegraph Copyright. bbox=[12, 105, 136, 124]
score-name: Greer, Westport bbox=[295, 1546, 353, 1557]
subheading: GOOD SCORING. bbox=[318, 329, 398, 341]
paragraph: Elms Handicap.—Burston 7.13, 1; Kambrook 6.9, 2; Lord Derby 7.0, 3. Eleven others started. Won by a length. Time, 1min 29¼sec. bbox=[861, 181, 977, 237]
section-rule bbox=[11, 309, 137, 312]
divider bbox=[178, 1303, 254, 1304]
score-value: 186 bbox=[407, 1556, 421, 1567]
subheading: LEADERS INDICTED. bbox=[166, 545, 267, 557]
article-british-politics bbox=[577, 48, 706, 2124]
dateline: MELBOURNE, March 5. bbox=[24, 930, 124, 942]
dateline: WELLINGTON, March 5. bbox=[447, 656, 551, 668]
paragraph: Banqueted with Sir Frederick Banbury in the City, Mr A. J. Balfour, Leader of the Opposition, remarked that a Parliamentary fortnight had demolished the glowing picture painted by the enthusiastic brush of the Radical journalists. The Government's own followers now charged the Ministers with every sort of tergiversation and breach of the clearest pledges. "We have seen," said Mr Balfour, "weekly changes in the plans of surrender. If the original pledge consisted of insisting at the very beginning of the session upon the Sovereign giving constitutional guarantees it is so scandalous that any evidence might be justified to enable the Government to get out of it. The constituencies had justified the Lords' action. The Ministers were unable to pass the Budget, the weekends of Government were not a better, but a stronger second chamber, and another House of Commons, or one too strong, which might compel or let it. He said a second chamber would be the chamber of the future. bbox=[577, 1342, 706, 1706]
wire-credit: United Press Association—By Electric Telegraph Copyright. bbox=[154, 113, 279, 132]
score-name: Quartermaster-Sergeant Shaw, Ohinemuri bbox=[295, 1483, 408, 1504]
masthead-rule-2 bbox=[6, 38, 1108, 39]
subheading: CHINESE "DOCTOR" FINED. bbox=[25, 1384, 123, 1407]
byline: (By "Zetland.") bbox=[1015, 1487, 1075, 1498]
paragraph: The prizes were for proficiency, good conduct and good attendance. Special hymns appropriate to the occasion were rendered by the Sunday School children, the singing being remarkably good. bbox=[721, 880, 846, 958]
paragraph: The annual Sunday School anniversary services were, also, held, and in the afternoon the prizes were awarded by the Rev. Mr Thompson, assisted by Rev. Mr McDonald, to the children, who had won them during the past year. bbox=[721, 792, 846, 881]
dateline: WAIROA, March 5. bbox=[35, 1431, 113, 1443]
paragraph: Champion Stakes.—Prince Foote (W. H. Smith) 1; Pendil (Pike) 2; Diabolo (Conduit) 3. Only starters. For the first mile the horses went at a little more than a walk. Prince Foote taking the lead with Pendil second. The race did not commence until the distance where Prince Foote was half a length from Pendil and two lengths from Diabolo. Pendil and Prince Foote then raced hard for the win, and it looked as if Pendil was beating Prince Foote. After a hard fought finish Prince Foote won by half a length. Time 4min 47sec. When the horses came in the crowd from all parts of the course flocked to see the finish. Prince Foote has made a great name for himself. It was probably the greatest demonstration ever made at Flemington races. The time was forty second slower than in any previous Champion Stakes. bbox=[861, 599, 977, 930]
subheading: MINISTER'S MOVEMENTS. bbox=[40, 1027, 108, 1050]
subheading: NAPIER PARK WEIGHTS. bbox=[1006, 137, 1084, 159]
paragraph: Fordell Hurdles.—Waione 1, Maggie Paul 2, Xavier 3. All started. Won by a head. Time, 3min 16 2-5sec. bbox=[861, 1361, 977, 1406]
article-stock-exchange bbox=[436, 607, 562, 1252]
subheading: AT THE Y.M.C.A. bbox=[739, 1262, 828, 1274]
article-manslaughter bbox=[153, 259, 280, 508]
subheading: AUCKLAND WEIGHTS. bbox=[1013, 910, 1077, 932]
paragraph: Frank, Nelson, 99. bbox=[305, 996, 377, 1008]
dateline: LONDON, March 5. bbox=[601, 1329, 682, 1341]
column-5 bbox=[572, 41, 711, 2124]
